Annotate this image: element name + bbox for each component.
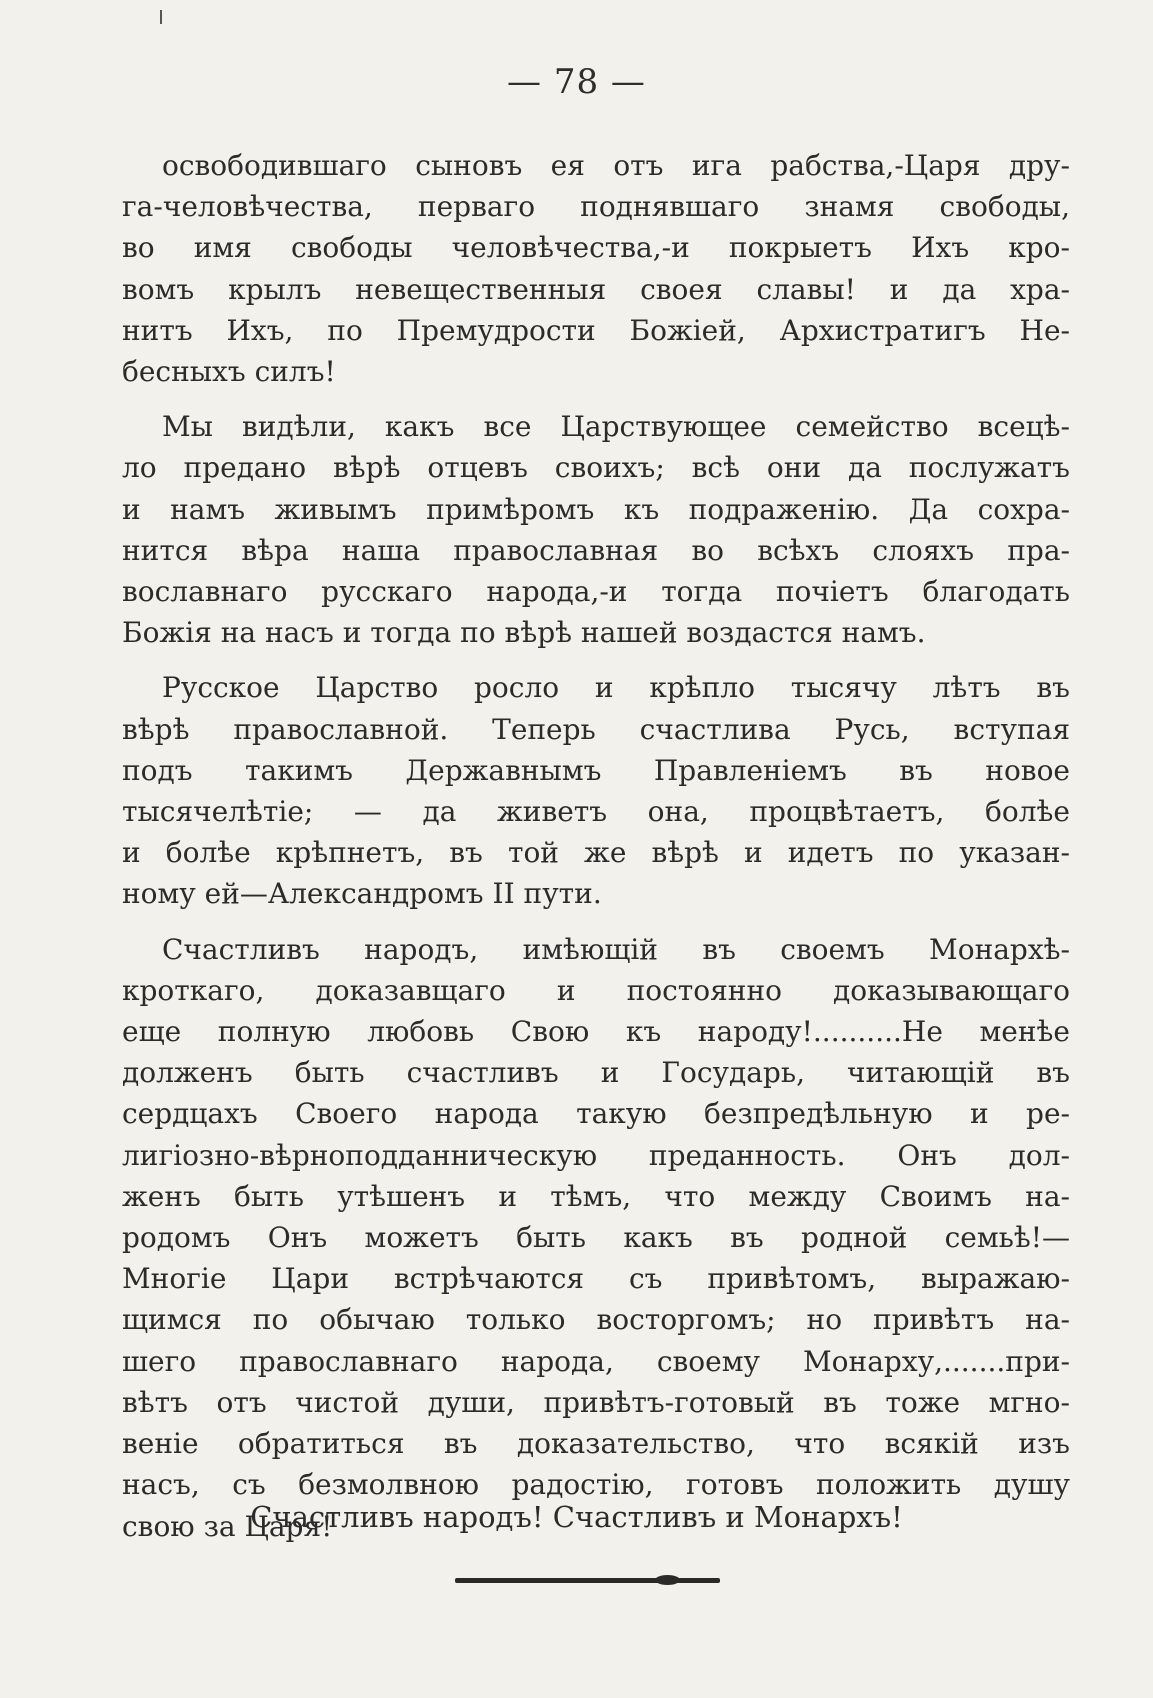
text-line: Мы видѣли, какъ все Царствующее семейство всецѣ- [162,410,1070,444]
text-line: родомъ Онъ можетъ быть какъ въ родной семьѣ!— [122,1221,1070,1255]
paragraph-gap [122,392,1070,406]
text-line: сердцахъ Своего народа такую безпредѣльную и ре- [122,1097,1070,1131]
paragraph-gap [122,653,1070,667]
text-line: вославнаго русскаго народа,-и тогда почіетъ благодать [122,575,1070,609]
text-line: вомъ крылъ невещественныя своея славы! и да хра- [122,272,1070,306]
paragraph-gap [122,915,1070,929]
text-line: во имя свободы человѣчества,-и покрыетъ Ихъ кро- [122,231,1070,265]
text-line: ному ей—Александромъ II пути. [122,877,602,911]
text-line: тысячелѣтіе; — да живетъ она, процвѣтаетъ, болѣе [122,795,1070,829]
text-line: и намъ живымъ примѣромъ къ подраженію. Да сохра- [122,492,1070,526]
text-line: веніе обратиться въ доказательство, что всякій изъ [122,1427,1070,1461]
page-number: — 78 — [507,62,646,102]
text-line: освободившаго сыновъ ея отъ ига рабства,-Царя дру- [162,149,1070,182]
text-line: ло предано вѣрѣ отцевъ своихъ; всѣ они да послужатъ [122,451,1070,485]
text-line: женъ быть утѣшенъ и тѣмъ, что между Своимъ на- [122,1179,1070,1213]
text-line: бесныхъ силъ! [122,355,336,389]
text-line: кроткаго, доказавщаго и постоянно доказывающаго [122,973,1070,1007]
text-line: шего православнаго народа, своему Монарху,.......при- [122,1344,1070,1378]
text-line: щимся по обычаю только восторгомъ; но привѣтъ на- [122,1303,1070,1337]
closing-line: Счастливъ народъ! Счастливъ и Монархъ! [250,1500,903,1534]
text-line: Многіе Цари встрѣчаются съ привѣтомъ, выражаю- [122,1262,1070,1296]
text-line: нится вѣра наша православная во всѣхъ слояхъ пра- [122,533,1070,567]
text-line: подъ такимъ Державнымъ Правленіемъ въ новое [122,753,1070,787]
text-line: вѣтъ отъ чистой души, привѣтъ-готовый въ тоже мгно- [122,1385,1070,1419]
text-line: и болѣе крѣпнетъ, въ той же вѣрѣ и идетъ по указан- [122,836,1070,870]
text-line: еще полную любовь Свою къ народу!..........Не менѣе [122,1015,1070,1049]
text-line: Божія на насъ и тогда по вѣрѣ нашей воздастся намъ. [122,616,926,650]
text-line: нитъ Ихъ, по Премудрости Божіей, Архистратигъ Не- [122,313,1070,347]
text-line: Русское Царство росло и крѣпло тысячу лѣтъ въ [162,671,1070,705]
text-line: насъ, съ безмолвною радостію, готовъ положить душу [122,1468,1070,1502]
text-line: свою за Царя! [122,1509,333,1543]
text-line: лигіозно-вѣрноподданническую преданность. Онъ дол- [122,1138,1070,1172]
text-line: вѣрѣ православной. Теперь счастлива Русь, вступая [122,712,1070,746]
text-line: Счастливъ народъ, имѣющій въ своемъ Монархѣ- [162,932,1070,966]
ornamental-rule [455,1578,720,1583]
body-text [122,145,1070,1547]
text-line: долженъ быть счастливъ и Государь, читающій въ [122,1056,1070,1090]
margin-mark [160,10,162,24]
text-line: га-человѣчества, перваго поднявшаго знамя свободы, [122,190,1070,224]
